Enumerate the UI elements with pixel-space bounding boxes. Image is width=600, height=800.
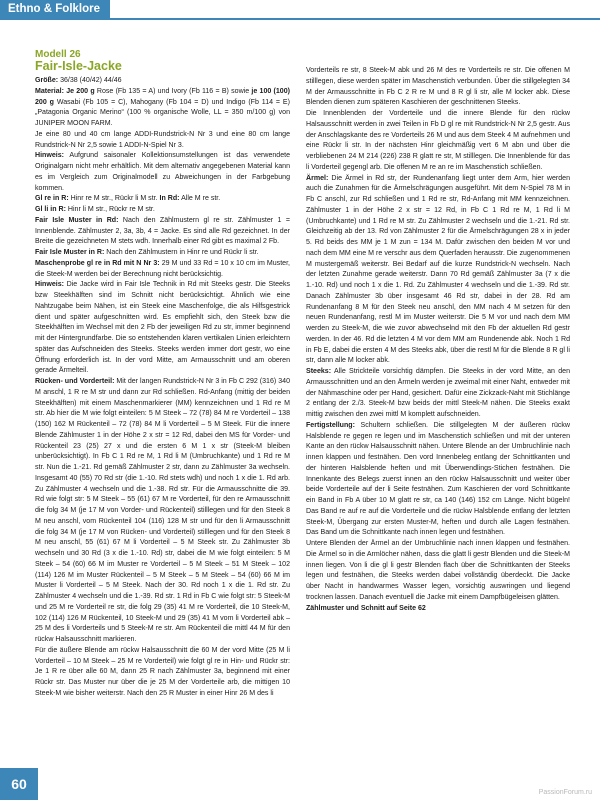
paragraph-text: 36/38 (40/42) 44/46 <box>58 77 122 84</box>
paragraph-text: Nach den Zählmustern gl re str. Zählmuster 1 = Innenblende. Zählmuster 2, 3a, 3b, 4 = Jacke. Es sind alle Rd gezeichnet. In der Breite die gezeichneten M stets wdh. Innerhalb einer Rd gibt es maximal 2 Fb. <box>35 216 290 246</box>
paragraph-label: Fair Isle Muster in R: <box>35 249 105 256</box>
paragraph <box>306 66 570 109</box>
paragraph-label: Hinweis: <box>35 152 64 160</box>
paragraph <box>35 646 290 700</box>
paragraph-text: Schultern schließen. Die stillgelegten M der äußeren rückw Halsblende re gegen re legen und im Maschenstich schließen und mit der unteren Kante an den rückw Halsausschnitt nähen. Untere Blende an der Umbruchlinie nach innen klappen und festnähen. Den vord Innenbeleg entlang der Schnittkanten und der hinteren Halsblende heften und mit Überwendlings-Stichen festnähen. Die Innenkante des Belegs zuerst innen an den rückw Halsausschnitt und weiter über beide Vorderteile auf der li Seite festnähen. Zum Kaschieren der vord Schnittkante ein Band in Fb A über 10 M glatt re str, ca 140 (146) 152 cm Länge. Nicht bügeln! Das Band re auf re auf die Vorderteile und die rückw Halsblende entlang der letzten Steek-M, Übergang zur ersten Muster-M, heften und durch alle Lagen festnähen. Das Band um die Schnittkante nach innen legen und festnähen. <box>306 421 570 537</box>
paragraph-text: Die Ärmel in Rd str, der Rundenanfang liegt unter dem Arm, hier werden auch die Zunahmen für die Ärmelschrägungen ausgeführt. Mit dem N-Spiel 78 M in Fb C anschl, zur Rd schließen und 1 Rd re str, Rd-Anfang mit MM kennzeichnen. Zählmuster 1 in der Höhe 2 x str = 12 Rd, in Fb C 1 Rd re M, 1 Rd li M (Umbruchkante) und 1 Rd re M str. Zu Zählmuster 2 wechseln und die 1.-21. Rd str. Gleichzeitig ab der 13. Rd von Zählmuster 2 für die Ärmelschrägungen 28 x in jeder 5. Rd beids des MM je 1 M zun = 134 M. Dafür zwischen den beiden M vor und nach dem MM eine M re verschr aus dem Querfaden herausstr. Die zugenommenen M mustergemäß weiterstr. Bei Bedarf auf die kurze Rundstrick-N wechseln. Nach der letzten Zunahme gerade weiterstr. Dann 70 Rd gemäß Zählmuster 3a (7 x die 1.-10. Rd) und noch 1 x die 1. Rd. Zu Zählmuster 4 wechseln und die 1.-39. Rd str. Danach Zählmuster 3b über insgesamt 46 Rd str, dabei in der 28. Rd am Rundenanfang 8 M für den Steek neu anschl, den MM nach 4 M setzen für den neuen Rundenanfang, restl M im Muster weiterstr. Die 5 M vor und nach dem MM werden zu Steek-M, die wie zuvor abwechselnd mit den Fb der aktuellen Rd gestr werden. In der 46. Rd die letzten 4 M vor dem MM am Rundenende abk. Noch 1 Rd in Fb E, dabei die ersten 4 M des Steeks abk, über die restl M für die Blende 8 R gl li str, dann alle M locker abk. <box>306 174 570 365</box>
paragraph <box>35 194 290 205</box>
model-number: Modell 26 <box>35 49 81 60</box>
paragraph-label: Fertigstellung: <box>306 421 355 429</box>
paragraph <box>306 421 570 539</box>
right-column <box>306 66 570 614</box>
paragraph-label: In Rd: <box>159 195 180 203</box>
paragraph-text: Alle M re str. <box>179 195 221 203</box>
paragraph <box>306 367 570 421</box>
header-rule <box>0 18 600 20</box>
paragraph <box>35 130 290 152</box>
paragraph-text: Je eine 80 und 40 cm lange ADDI-Rundstrick-N Nr 3 und eine 80 cm lange Rundstrick-N Nr 2,5 sowie 1 ADDI-N-Spiel Nr 3. <box>35 130 290 149</box>
paragraph <box>35 216 290 248</box>
paragraph-label: Größe: <box>35 77 59 84</box>
paragraph-text: Vorderteils re str, 8 Steek-M abk und 26 M des re Vorderteils re str. Die offenen M stilllegen, diese werden später im Maschenstich verbunden. Über die stillgelegten 34 M der Armausschnitte in Fb C 2 R re M und 8 R gl li str, alle M locker abk. Diese Blenden dienen zum späteren Kaschieren der geschnittenen Steeks. <box>306 67 571 107</box>
paragraph-text: Alle Strickteile vorsichtig dämpfen. Die Steeks in der vord Mitte, an den Armausschnitten und an den Ärmeln werden je zweimal mit einer Naht, entweder mit der Nähmaschine oder per Hand, gesichert. Dafür eine Zickzack-Naht mit Stichlänge 2 entlang der 2./3. Steek-M bzw beids der mittl Steek-M nähen. Die Steeks exakt mittig zwischen den zwei mittl M komplett aufschneiden. <box>306 368 570 418</box>
paragraph <box>35 280 290 377</box>
paragraph <box>306 174 570 368</box>
paragraph <box>35 248 290 259</box>
paragraph-text: Untere Blenden der Ärmel an der Umbruchlinie nach innen klappen und festnähen. Die Ärmel so in die Armlöcher nähen, dass die glatt li gestr Blenden und die Steek-M innen liegen. Von li die gl li gestr Blenden flach über die Schnittkanten der Steeks legen und festnähen, die Steeks werden dabei vollständig überdeckt. Die Jacke über Nacht in handwarmes Wasser legen, vorsichtig auswringen und liegend trocknen lassen. Danach eventuell die Jacke mit einem Dampfbügeleisen glätten. <box>306 540 570 601</box>
paragraph <box>35 259 290 281</box>
paragraph-text: Hinr li M str., Rückr re M str. <box>65 206 155 213</box>
paragraph-text: Hinr re M str., Rückr li M str. <box>68 195 160 203</box>
paragraph <box>306 604 570 615</box>
paragraph-text: Für die äußere Blende am rückw Halsausschnitt die 60 M der vord Mitte (25 M li Vorderteil – 10 M Steek – 25 M re Vorderteil) wie folgt gl re in Hin- und Rückr str: Je 1 R re über alle 60 M, dann 25 R nach Zählmuster 3a, beginnend mit einer Rückr str. Das Muster nur über die je 25 M der Vorderteile arb, die mittigen 10 Steek-M wie bisher weiterstr. Nach den 25 R Muster in einer Hinr 26 M des li <box>35 646 290 697</box>
paragraph <box>35 377 290 646</box>
watermark-credit: PassionForum.ru <box>538 789 592 796</box>
paragraph-label: Steeks: <box>306 368 332 375</box>
paragraph-text: 29 M und 33 Rd = 10 x 10 cm im Muster, die Steek-M werden bei der Berechnung nicht berücksichtig. <box>35 259 291 278</box>
paragraph-label: Material: Je 200 g <box>35 87 95 95</box>
paragraph <box>35 76 290 87</box>
paragraph <box>35 87 290 130</box>
paragraph-label: Maschenprobe gl re in Rd mit N Nr 3: <box>35 259 160 267</box>
paragraph-text: Nach den Zählmustern in Hinr re und Rückr li str. <box>104 249 259 256</box>
paragraph-label: Gl li in R: <box>35 206 66 213</box>
paragraph-label: Zählmuster und Schnitt auf Seite 62 <box>306 604 426 612</box>
paragraph-text: Die Jacke wird in Fair Isle Technik in Rd mit Steeks gestr. Die Steeks bzw Steekhälften sind im Schnitt nicht berücksichtigt. Ähnlich wie eine Nahtzugabe beim Nähen, ist ein Steek eine Maschenfolge, die als Hilfsgestrick dient und später aufgeschnitten wird. Es empfiehlt sich, den Steek bzw die Steekhälften im Wechsel mit den 2 Fb der jeweiligen Rd zu str, immer beginnend mit der Hintergrundfarbe. Die so entstehenden klaren vertikalen Linien erleichtern später das Aufschneiden des Steeks. Steeks werden immer dort gestr, wo eine Öffnung erforderlich ist. In der vord Mitte, am Armausschnitt und am oberen gerade Ärmelteil. <box>35 281 290 375</box>
paragraph <box>306 109 570 174</box>
paragraph-text: Mit der langen Rundstrick-N Nr 3 in Fb C 292 (316) 340 M anschl, 1 R re M str und dann zur Rd schließen. Rd-Anfang (mittig der beiden Steekhälften) mit einem Maschenmarkierer (MM) kennzeichnen und 1 Rd re M str. Ab hier die M wie folgt einteilen: 5 M Steek – 72 (78) 84 M re Vorderteil – 138 (150) 162 M Rückenteil – 72 (78) 84 M li Vorderteil – 5 M Steek. Für die innere Blende Zählmuster 1 in der Höhe 2 x str = 12 Rd, dabei den MS für Vorder- und Rückenteil 23 (25) 27 x und die ersten 6 M 1 x str (Steek-M bleiben unberücksichtigt). In Fb C 1 Rd re M, 1 Rd li M (Umbruchkante) und 1 Rd re M str. Nun die 1.-21. Rd gemäß Zählmuster 2 str, dann zu Zählmuster 3a wechseln. Insgesamt 40 (55) 70 Rd str (die 1.-10. Rd stets wdh) und noch 1 x die 1. Rd arb. Zu Zählmuster 4 wechseln und die 1.-38. Rd str. Für die Armausschnitte die 39. Rd wie folgt str: 5 M Steek – 55 (61) 67 M re Vorderteil, für den re Armausschnitt die folg 34 M (je 17 M von Vorder- und Rückenteil) stilllegen und für den Steek 8 M neu anschl, vom Rückenteil 104 (116) 128 M str und für den li Armausschnitt die folg 34 M (je 17 M von Rücken- und Vorderteil) stilllegen und für den Steek 8 M neu anschl, 55 (61) 67 M li Vorderteil – 5 M Steek str. Zu Zählmuster 3b wechseln und 30 Rd (3 x die 1.-10. Rd) str, dabei die M wie folgt einteilen: 5 M Steek – 54 (60) 66 M im Muster re Vorderteil – 5 M Steek – 51 M Steek – 102 (114) 126 M im Muster Rückenteil – 5 M Steek – 5 M Steek – 54 (60) 66 M im Muster li Vorderteil – 5 M Steek. Nach der 30. Rd noch 1 x die 1. Rd str. Zu Zählmuster 4 wechseln und die 1.-39. Rd str. 1 Rd in Fb C wie folgt str: 5 Steek-M und 25 M re Vorderteil re str, die folg 29 (35) 41 M re Vorderteil, die 10 Steek-M, 102 (114) 126 M Rückenteil, 10 Steek-M und 29 (35) 41 M vom li Vorderteil abk – 25 M des li Vorderteils und 5 Steek-M re str. Am Rückenteil die mittl 44 M für den rückw Halsausschnitt markieren. <box>35 378 290 643</box>
section-tab: Ethno & Folklore <box>0 0 110 18</box>
paragraph-label: Rücken- und Vorderteil: <box>35 378 115 385</box>
left-column <box>35 76 290 700</box>
paragraph-text: Wasabi (Fb 105 = C), Mahogany (Fb 104 = D) und Indigo (Fb 114 = E) „Patagonia Organic Merino“ (100 % organische Wolle, LL = 350 m/100 g) von JUNIPER MOON FARM. <box>35 98 290 127</box>
paragraph-text: Die Innenblenden der Vorderteile und die innere Blende für den rückw Halsausschnitt werden in zwei Teilen in Fb D gl re mit Rundstrick-N Nr 2,5 gestr. Aus der Anschlagskante des re Vorderteils 26 M und aus dem Steek 4 M aufnehmen und eine Rückr li str. In der nächsten Hinr gleichmäßig vert 6 M abn und über die verbliebenen 24 M 214 (226) 238 R glatt re str, M stilllegen. Die Innenblende für das li Vorderteil gegengl arb. Die offenen M re an re im Maschenstich schließen. <box>306 110 570 171</box>
paragraph-label: je 100 (100) 200 g <box>35 87 290 106</box>
paragraph-text: Rose (Fb 135 = A) und Ivory (Fb 116 = B) sowie <box>94 87 252 95</box>
model-title: Fair-Isle-Jacke <box>35 59 122 73</box>
page-number: 60 <box>0 768 38 800</box>
paragraph-text: Aufgrund saisonaler Kollektionsumstellungen ist das verwendete Originalgarn nicht mehr erhältlich. Mit dem alternativ angegebenen Material kann es im Vergleich zum Originalmodell zu Abweichungen in der Farbgebung kommen. <box>35 152 290 192</box>
title-block <box>35 49 122 73</box>
paragraph-label: Gl re in R: <box>35 195 69 203</box>
paragraph-label: Ärmel: <box>306 174 329 182</box>
paragraph-label: Hinweis: <box>35 281 64 289</box>
paragraph-label: Fair Isle Muster in Rd: <box>35 216 119 224</box>
paragraph <box>35 205 290 216</box>
paragraph <box>306 539 570 604</box>
paragraph <box>35 151 290 194</box>
